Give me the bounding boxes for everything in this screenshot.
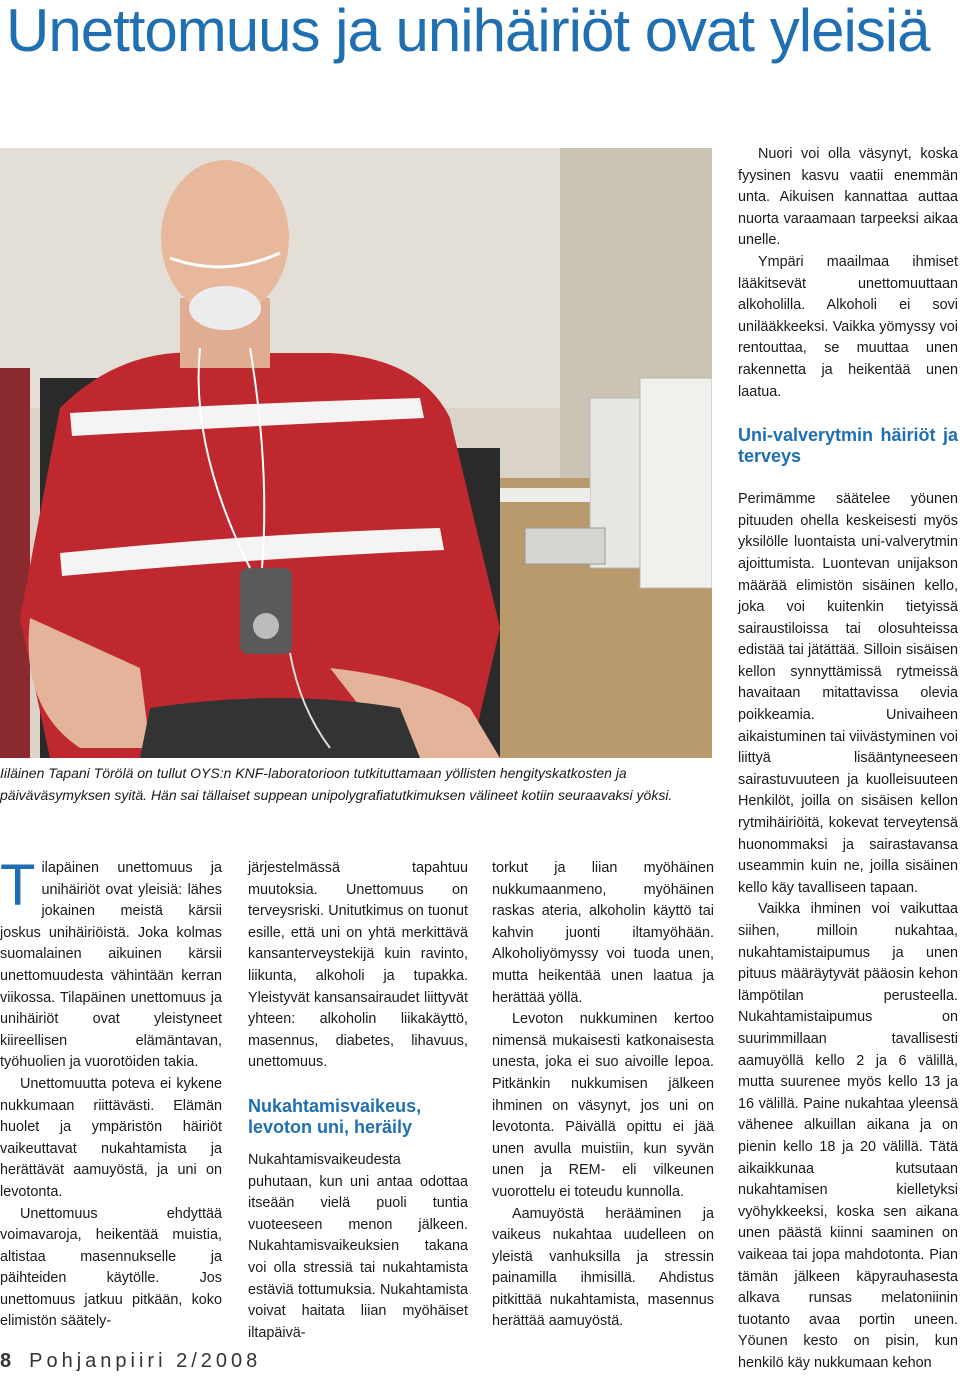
magazine-issue: Pohjanpiiri 2/2008 [29,1350,262,1372]
article-column-3 [492,858,714,1333]
body-paragraph: Ympäri maailmaa ihmiset lääkitsevät unettomuuttaan alkoholilla. Alkoholi ei sovi unilääkkeeksi. Vaikka yömyssy voi rentouttaa, se muuttaa unen rakennetta ja heikentää unen laatua. [738,253,958,400]
photo-illustration [0,148,712,758]
drop-cap: T [0,853,36,918]
section-heading: Uni-valverytmin häiriöt ja terveys [738,425,958,467]
body-paragraph: Unettomuutta poteva ei kykene nukkumaan riittävästi. Elämän huolet ja ympäristön häiriöt vaikeuttavat nukahtamista ja herättävät aamuyöstä, ja uni on levotonta. [0,1075,222,1200]
intro-paragraph [0,853,222,1074]
photo-caption: Iiläinen Tapani Törölä on tullut OYS:n KNF-laboratorioon tutkituttamaan yöllisten hengityskatkosten ja päiväväsymyksen syitä. Hän sai tällaiset suppean unipolygrafiatutkimuksen välineet kotiin seuraavaksi yöksi. [0,765,673,803]
article-column-2 [248,858,468,1344]
body-paragraph: Levoton nukkuminen kertoo nimensä mukaisesti katkonaisesta unesta, joka ei suo aivoille lepoa. Pitkänkin nukkumisen jälkeen ihminen on väsynyt, jos uni on levotonta. Päivällä opittu ei jää unen avulla muistiin, kun syvän unen ja REM- eli vilkeunen vuorottelu ei toteudu kunnolla. [492,1011,714,1200]
page-footer [0,1350,261,1373]
body-paragraph: torkut ja liian myöhäinen nukkumaanmeno, myöhäinen raskas ateria, alkoholin käyttö tai kahvin juonti iltamyöhään. Alkoholiyömyssy voi tuoda unen, mutta heikentää unen laatua ja herättää yöllä. [492,860,714,1006]
article-photo [0,148,712,758]
body-paragraph: Aamuyöstä herääminen ja vaikeus nukahtaa uudelleen on yleistä vanhuksilla ja stressin painamilla ihmisillä. Ahdistus pitkittää nukahtamista, masennus herättää aamuyöstä. [492,1205,714,1330]
body-paragraph: Perimämme säätelee yöunen pituuden ohella keskeisesti myös yksilölle luontaista uni-valverytmin ajoittumista. Luontevan unijakson määrää elimistön sisäinen kello, joka voi kuitenkin tietyissä sairaustiloissa tai olosuhteissa edistää tai jätättää. Silloin sisäisen kellon synnyttämissä rytmeissä havaitaan mitattavissa olevia poikkeamia. Univaiheen aikaistuminen tai viivästyminen voi liittyä lisääntyneeseen sairastuvuuteen ja kuolleisuuteen Henkilöt, joilla on sisäisen kellon rytmihäiriöitä, kokevat terveytensä huonommaksi ja sairastavansa useammin kuin ne, joilla sisäinen kello käy tavalliseen tapaan. [738,491,958,896]
body-paragraph: Nuori voi olla väsynyt, koska fyysinen kasvu vaatii enemmän unta. Aikuisen kannattaa auttaa nuorta varaamaan tarpeeksi aikaa unelle. [738,146,958,249]
intro-text: ilapäinen unettomuus ja unihäiriöt ovat yleisiä: lähes jokainen meistä kärsii joskus unihäiriöistä. Joka kolmas suomalainen aikuinen kärsii unettomuudesta vähintään kerran viikossa. Tilapäinen unettomuus ja unihäiriöt ovat yleistyneet kiireellisen elämäntavan, työhuolien ja vuorotöiden takia. [0,860,222,1071]
body-paragraph: Vaikka ihminen voi vaikuttaa siihen, milloin nukahtaa, nukahtamistaipumus ja unen pituus määräytyvät pääosin kehon lämpötilan perusteella. Nukahtamistaipumus on suurimmillaan tavallisesti aamuyöllä kello 2 ja 6 välillä, mutta suurenee myös kello 13 ja 16 välillä. Paine nukahtaa yleensä vähenee alkuillan aikana ja on pienin kello 18 ja 20 välillä. Tätä aikaikkunaa kutsutaan nukahtamisen kielletyksi vyöhykkeeksi, koska sen aikana unen päästä kiinni saaminen on vaikeaa tai jopa mahdotonta. Pian tämän jälkeen käpyrauhasesta alkava runsas melatoniinin tuotanto avaa portin uneen. Yöunen kesto on pisin, kun henkilö käy nukkumaan kehon [738,901,958,1371]
body-paragraph: Unettomuus ehdyttää voimavaroja, heikentää muistia, altistaa masennukselle ja päihteiden käytölle. Jos unettomuus jatkuu pitkään, koko elimistön säätely- [0,1205,222,1330]
body-paragraph: järjestelmässä tapahtuu muutoksia. Unettomuus on terveysriski. Unitutkimus on tuonut esille, että uni on yhtä merkittävä kansanterveystekijä kuin ravinto, liikunta, alkoholi ja tupakka. Yleistyvät kansansairaudet liittyvät yhteen: alkoholin liikakäyttö, masennus, diabetes, lihavuus, unettomuus. [248,860,468,1071]
page-title: Unettomuus ja unihäiriöt ovat yleisiä [6,0,930,64]
article-column-1 [0,853,222,1333]
body-paragraph: Nukahtamisvaikeudesta puhutaan, kun uni antaa odottaa itseään vielä puoli tuntia vuoteeseen menon jälkeen. Nukahtamisvaikeuksien takana voi olla stressiä tai nukahtamista estäviä tottumuksia. Nukahtamista voivat haitata liian myöhäiset iltapäivä- [248,1151,468,1341]
page-number: 8 [0,1350,12,1372]
section-heading: Nukahtamisvaikeus, levoton uni, heräily [248,1095,422,1137]
article-column-4 [738,144,958,1374]
